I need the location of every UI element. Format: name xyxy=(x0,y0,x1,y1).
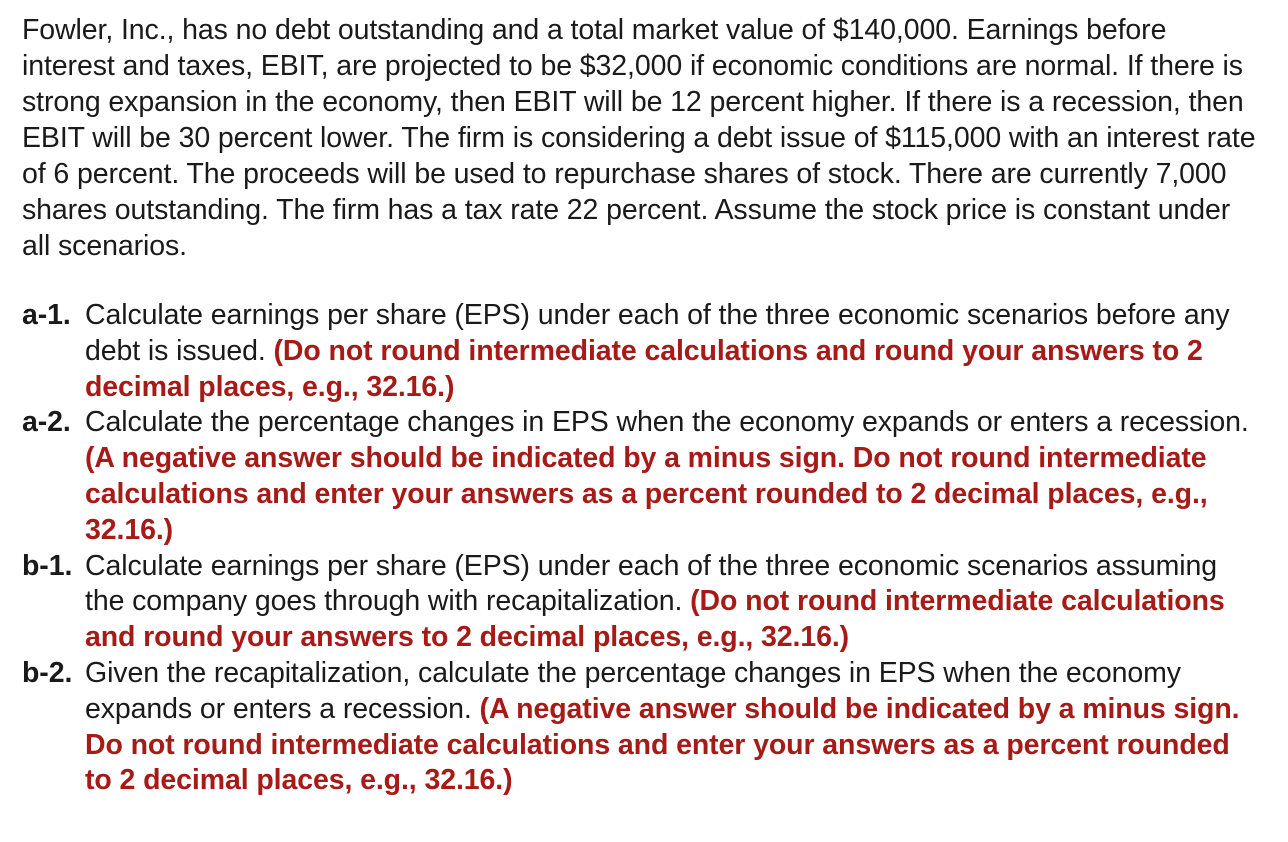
question-instruction: (A negative answer should be indicated by a minus sign. Do not round intermediate calculations and enter your answers as a percent rounded to 2 decimal places, e.g., 32.16.) xyxy=(85,442,1208,546)
question-body xyxy=(85,405,1264,548)
question-instruction: (Do not round intermediate calculations and round your answers to 2 decimal places, e.g., 32.16.) xyxy=(85,334,1203,403)
question-text: Calculate the percentage changes in EPS when the economy expands or enters a recession. xyxy=(85,406,1249,439)
question-a2 xyxy=(22,405,1264,548)
question-instruction: (A negative answer should be indicated by a minus sign. Do not round intermediate calculations and enter your answers as a percent rounded to 2 decimal places, e.g., 32.16.) xyxy=(85,692,1240,797)
question-body xyxy=(85,549,1264,656)
question-label: b-1. xyxy=(22,549,73,582)
question-list xyxy=(22,298,1264,799)
question-label: a-1. xyxy=(22,299,71,331)
question-text: Calculate earnings per share (EPS) under each of the three economic scenarios assuming the company goes through with recapitalization. xyxy=(85,549,1218,618)
question-label: a-2. xyxy=(22,406,71,439)
question-body xyxy=(85,298,1264,405)
question-a1 xyxy=(22,298,1264,405)
problem-statement: Fowler, Inc., has no debt outstanding and a total market value of $140,000. Earnings before interest and taxes, EBIT, are projected to be $32,000 if economic conditions are normal. If there is strong expansion in the economy, then EBIT will be 12 percent higher. If there is a recession, then EBIT will be 30 percent lower. The firm is considering a debt issue of $115,000 with an interest rate of 6 percent. The proceeds will be used to repurchase shares of stock. There are currently 7,000 shares outstanding. The firm has a tax rate 22 percent. Assume the stock price is constant under all scenarios. xyxy=(22,14,1256,262)
question-b1 xyxy=(22,549,1264,656)
question-text: Given the recapitalization, calculate the percentage changes in EPS when the economy expands or enters a recession. xyxy=(85,656,1181,725)
question-instruction: (Do not round intermediate calculations and round your answers to 2 decimal places, e.g., 32.16.) xyxy=(85,585,1225,654)
question-text: Calculate earnings per share (EPS) under each of the three economic scenarios before any debt is issued. xyxy=(85,299,1230,367)
question-body xyxy=(85,656,1264,799)
question-b2 xyxy=(22,656,1264,799)
question-label: b-2. xyxy=(22,656,73,689)
